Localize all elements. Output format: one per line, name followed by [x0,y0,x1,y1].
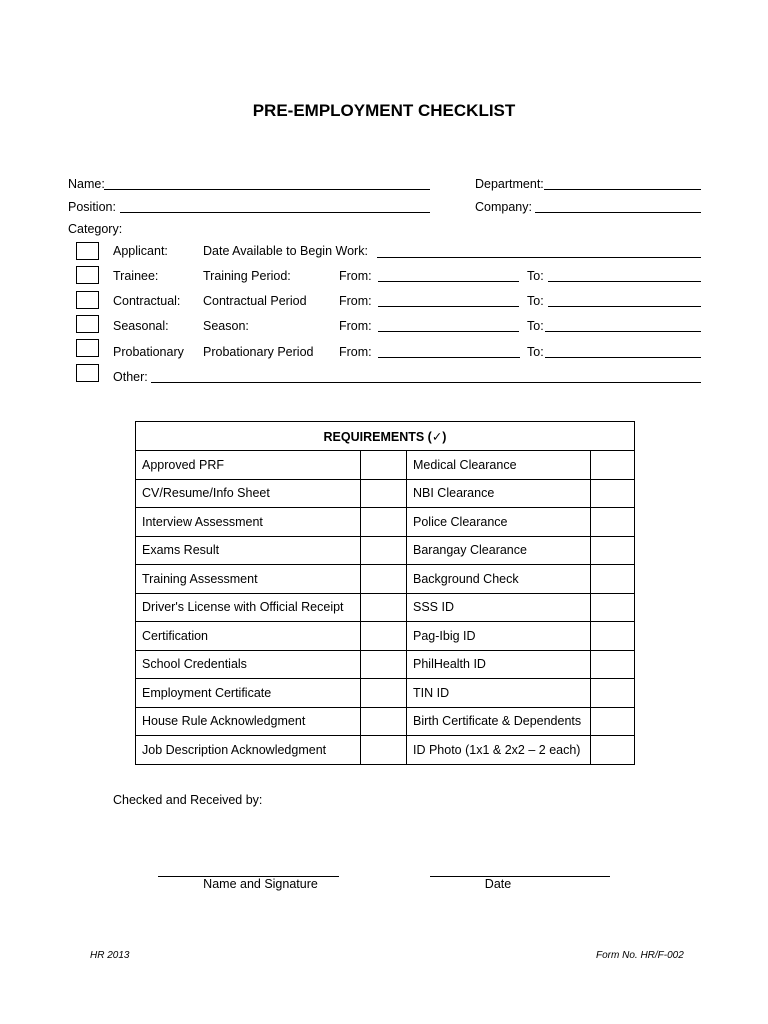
requirement-right-check[interactable] [591,536,635,565]
department-label: Department: [475,177,544,191]
other-field[interactable] [151,382,701,383]
requirement-left: House Rule Acknowledgment [136,707,361,736]
requirements-table [135,421,635,765]
requirement-right: Barangay Clearance [407,536,591,565]
to-label: To: [527,345,544,359]
from-field[interactable] [378,306,519,307]
signature-label: Name and Signature [203,877,318,891]
other-checkbox[interactable] [76,364,99,382]
to-label: To: [527,269,544,283]
requirement-left-check[interactable] [361,650,407,679]
table-row [136,650,635,679]
period-label: Training Period: [203,269,291,283]
requirement-left: Job Description Acknowledgment [136,736,361,765]
requirement-left: Training Assessment [136,565,361,594]
from-label: From: [339,294,372,308]
category-type-label: Seasonal: [113,319,169,333]
requirement-right: Police Clearance [407,508,591,537]
requirement-left: School Credentials [136,650,361,679]
category-type-label: Trainee: [113,269,159,283]
table-row [136,593,635,622]
requirement-left: Approved PRF [136,451,361,480]
date-available-field[interactable] [377,257,701,258]
from-label: From: [339,345,372,359]
name-label: Name: [68,177,105,191]
requirement-right: Birth Certificate & Dependents [407,707,591,736]
period-label: Season: [203,319,249,333]
table-row [136,479,635,508]
seasonal-checkbox[interactable] [76,315,99,333]
date-label: Date [484,877,512,891]
requirement-right: Background Check [407,565,591,594]
requirement-left-check[interactable] [361,707,407,736]
requirement-right-check[interactable] [591,622,635,651]
page-title: PRE-EMPLOYMENT CHECKLIST [252,101,516,120]
table-row [136,679,635,708]
checked-by-label: Checked and Received by: [113,793,263,807]
to-label: To: [527,294,544,308]
requirement-left: CV/Resume/Info Sheet [136,479,361,508]
period-label: Date Available to Begin Work: [203,244,368,258]
requirement-left: Driver's License with Official Receipt [136,593,361,622]
requirement-left-check[interactable] [361,479,407,508]
position-label: Position: [68,200,116,214]
table-row [136,622,635,651]
requirement-right: NBI Clearance [407,479,591,508]
name-field[interactable] [104,189,430,190]
requirement-left-check[interactable] [361,536,407,565]
contractual-checkbox[interactable] [76,291,99,309]
requirement-left: Employment Certificate [136,679,361,708]
from-label: From: [339,269,372,283]
to-label: To: [527,319,544,333]
period-label: Contractual Period [203,294,307,308]
position-field[interactable] [120,212,430,213]
trainee-checkbox[interactable] [76,266,99,284]
from-field[interactable] [378,357,520,358]
requirement-left-check[interactable] [361,679,407,708]
requirement-right-check[interactable] [591,479,635,508]
form-number: Form No. HR/F-002 [596,950,684,961]
requirement-right-check[interactable] [591,593,635,622]
table-row [136,536,635,565]
requirement-left-check[interactable] [361,451,407,480]
requirement-right: ID Photo (1x1 & 2x2 – 2 each) [407,736,591,765]
requirement-left: Interview Assessment [136,508,361,537]
requirement-left: Certification [136,622,361,651]
requirement-left: Exams Result [136,536,361,565]
requirement-right: TIN ID [407,679,591,708]
to-field[interactable] [545,357,701,358]
category-type-label: Other: [113,370,148,384]
requirement-right-check[interactable] [591,565,635,594]
table-row [136,565,635,594]
to-field[interactable] [545,331,701,332]
table-row [136,508,635,537]
requirement-left-check[interactable] [361,736,407,765]
requirement-right-check[interactable] [591,679,635,708]
to-field[interactable] [548,281,701,282]
requirement-left-check[interactable] [361,622,407,651]
from-label: From: [339,319,372,333]
requirement-right: Medical Clearance [407,451,591,480]
requirement-left-check[interactable] [361,508,407,537]
requirement-right-check[interactable] [591,451,635,480]
requirement-left-check[interactable] [361,593,407,622]
category-type-label: Contractual: [113,294,181,308]
requirement-right-check[interactable] [591,736,635,765]
table-row [136,707,635,736]
requirement-right: PhilHealth ID [407,650,591,679]
probationary-checkbox[interactable] [76,339,99,357]
category-label: Category: [68,222,123,236]
to-field[interactable] [548,306,701,307]
company-field[interactable] [535,212,701,213]
requirement-right: SSS ID [407,593,591,622]
table-row [136,736,635,765]
from-field[interactable] [378,281,519,282]
requirement-right-check[interactable] [591,707,635,736]
applicant-checkbox[interactable] [76,242,99,260]
category-type-label: Probationary [113,345,184,359]
requirement-right-check[interactable] [591,650,635,679]
period-label: Probationary Period [203,345,314,359]
from-field[interactable] [378,331,519,332]
requirement-right-check[interactable] [591,508,635,537]
requirement-right: Pag-Ibig ID [407,622,591,651]
department-field[interactable] [544,189,701,190]
table-row [136,451,635,480]
category-type-label: Applicant: [113,244,168,258]
requirements-header: REQUIREMENTS (✓) [136,422,635,451]
company-label: Company: [475,200,532,214]
footer-left: HR 2013 [90,950,130,961]
requirement-left-check[interactable] [361,565,407,594]
